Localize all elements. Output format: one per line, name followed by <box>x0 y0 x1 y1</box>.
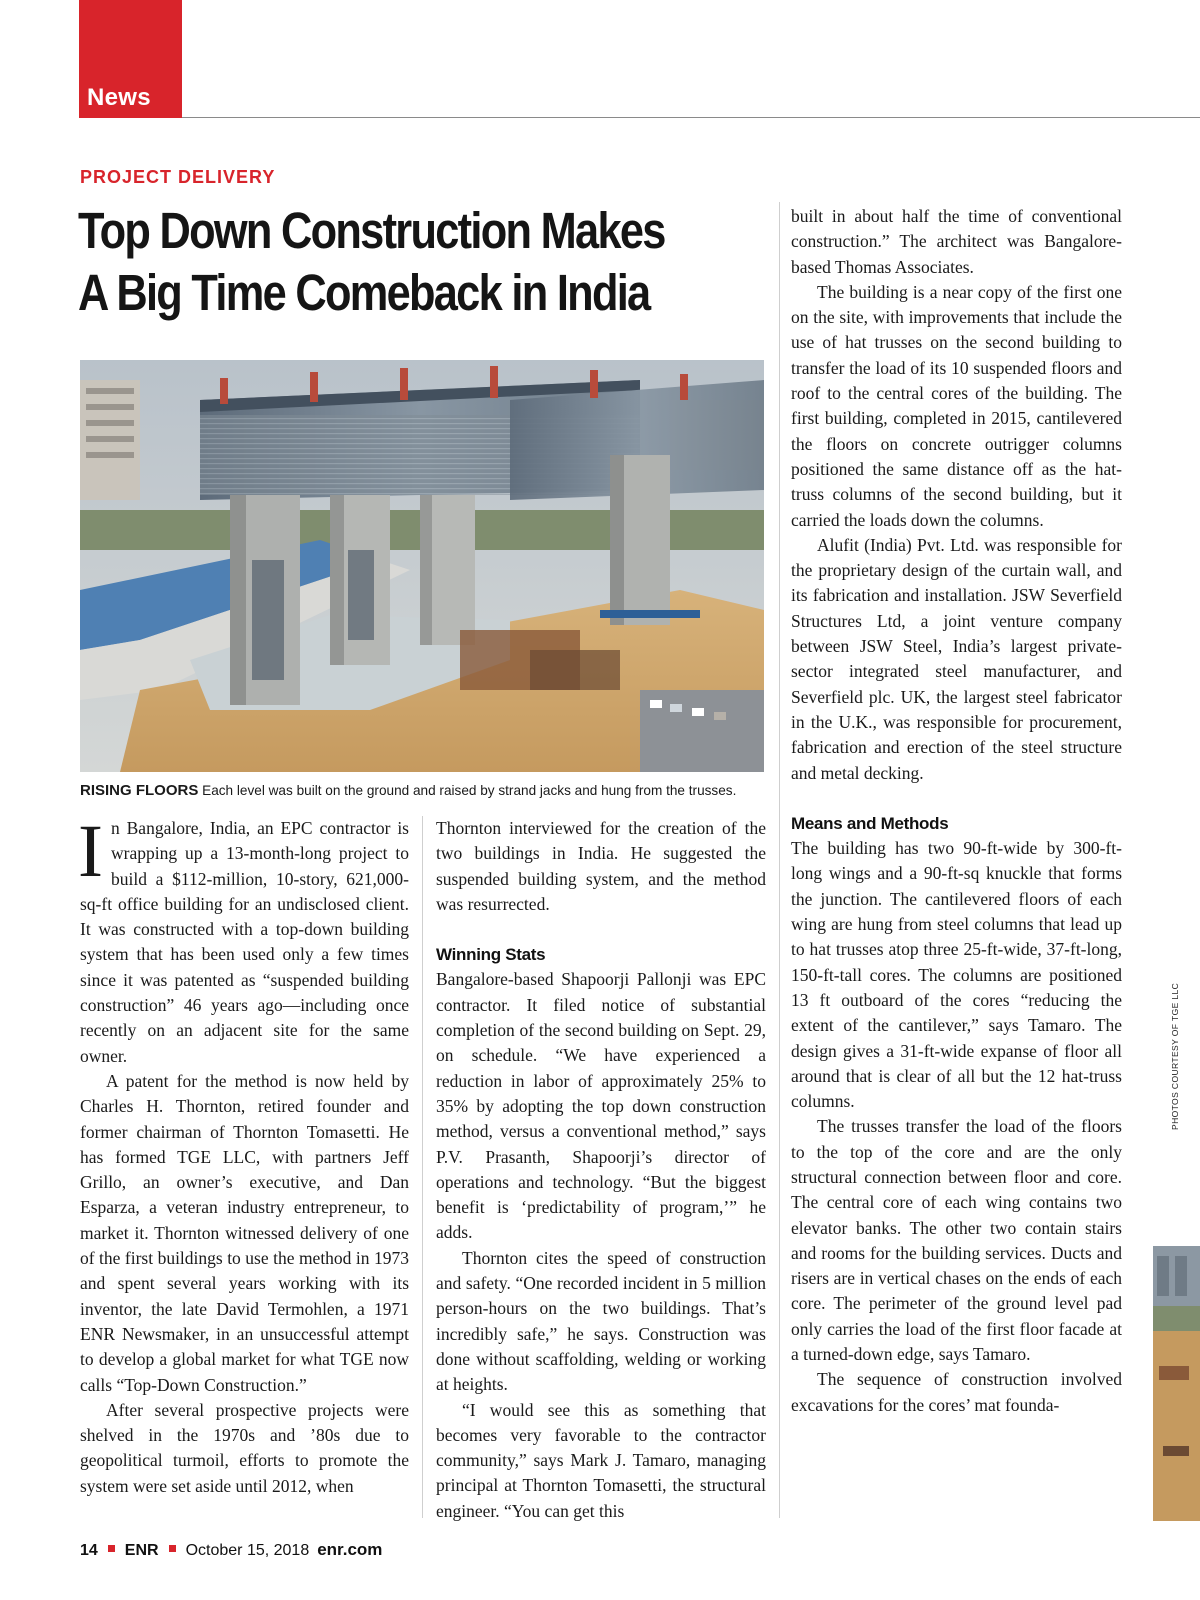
article-paragraph: Thornton interviewed for the creation of the two buildings in India. He suggested the suspended building system, and the method was resurrected. <box>436 818 766 914</box>
caption-text: Each level was built on the ground and raised by strand jacks and hung from the trusses. <box>202 783 737 798</box>
article-paragraph: The trusses transfer the load of the floors to the top of the core and are the only structural connection between floor and core. The central core of each wing contains two elevator banks. The other two contain stairs and rooms for the building services. Ducts and risers are in vertical chases on the ends of each core. The perimeter of the ground level pad only carries the load of the first floor facade at a turned-down edge, says Tamaro. <box>791 1116 1122 1365</box>
header-rule <box>182 117 1200 118</box>
headline-line-2: A Big Time Comeback in India <box>78 264 650 321</box>
article-column-3 <box>791 204 1122 1418</box>
separator-square-icon <box>108 1545 115 1552</box>
page-number: 14 <box>80 1542 98 1559</box>
article-paragraph: Bangalore-based Shapoorji Pallonji was EPC contractor. It filed notice of substantial completion of the second building on Sept. 29, on schedule. “We have experienced a reduction in labor of approximately 25% to 35% by adopting the top down construction method, versus a conventional method,” says P.V. Prasanth, Shapoorji’s director of operations and technology. “But the biggest benefit is ‘predictability of program,’” he adds. <box>436 969 766 1243</box>
column-rule-2 <box>779 202 780 1518</box>
article-paragraph: A patent for the method is now held by Charles H. Thornton, retired founder and former chairman of Thornton Tomasetti. He has formed TGE LLC, with partners Jeff Grillo, an owner’s executive, and Dan Esparza, a veteran industry entrepreneur, to market it. Thornton witnessed delivery of one of the first buildings to use the method in 1973 and spent several years working with its inventor, the late David Termohlen, a 1971 ENR Newsmaker, in an unsuccessful attempt to develop a global market for what TGE now calls “Top-Down Construction.” <box>80 1070 409 1395</box>
separator-square-icon <box>169 1545 176 1552</box>
paragraph-text: n Bangalore, India, an EPC contractor is wrapping up a 13-month-long project to build a $112-million, 10-story, 621,000-sq-ft office building for an undisclosed client. It was constructed with a top-down building system that has been used only a few times since it was patented as “suspended building construction” 46 years ago—including once recently on an adjacent site for the same owner. <box>80 818 409 1066</box>
article-paragraph: The building has two 90-ft-wide by 300-ft-long wings and a 90-ft-sq knuckle that forms the junction. The cantilevered floors of each wing are hung from steel columns that lead up to hat trusses atop three 25-ft-wide, 37-ft-long, 150-ft-tall cores. The columns are positioned 13 ft outboard of the cores “reducing the extent of the cantilever,” says Tamaro. The design gives a 31-ft-wide expanse of floor all around that is clear of all but the 12 hat-truss columns. <box>791 838 1122 1112</box>
headline <box>78 200 673 324</box>
article-paragraph: Alufit (India) Pvt. Ltd. was responsible for the proprietary design of the curtain wall, and its fabrication and installation. JSW Severfield Structures Ltd, a joint venture company between JSW Steel, India’s largest private-sector integrated steel manufacturer, and Severfield plc. UK, the largest steel fabricator in the U.K., was responsible for procurement, fabrication and erection of the steel structure and metal decking. <box>791 534 1122 783</box>
article-column-1 <box>78 810 409 1499</box>
column-rule-1 <box>422 816 423 1518</box>
page-footer <box>80 1540 382 1560</box>
headline-line-1: Top Down Construction Makes <box>78 202 665 259</box>
news-section-tab <box>79 0 182 118</box>
article-paragraph: After several prospective projects were shelved in the 1970s and ’80s due to geopolitical turmoil, efforts to promote the system were set aside until 2012, when <box>80 1399 409 1496</box>
subhead-winning-stats: Winning Stats <box>436 945 546 965</box>
article-paragraph: “I would see this as something that becomes very favorable to the contractor community,” says Mark J. Tamaro, managing principal at Thornton Tomasetti, the structural engineer. “You can get this <box>436 1399 766 1521</box>
news-section-label: News <box>87 84 151 111</box>
photo-edge-sliver <box>1153 1246 1200 1521</box>
subhead-means-and-methods: Means and Methods <box>791 813 949 833</box>
caption-lead: RISING FLOORS <box>80 782 199 799</box>
photo-caption <box>80 782 780 800</box>
issue-date: October 15, 2018 <box>185 1542 310 1559</box>
article-paragraph <box>78 810 409 1069</box>
construction-site-photo <box>80 360 764 772</box>
construction-site-illustration <box>80 360 764 772</box>
photo-credit: PHOTOS COURTESY OF TGE LLC <box>1170 982 1180 1130</box>
article-paragraph: The building is a near copy of the first one on the site, with improvements that include the use of hat trusses on the second building to transfer the load of its 10 suspended floors and roof to the central cores of the building. The first building, completed in 2015, cantilevered the floors on concrete outrigger columns positioned the same distance off as the hat-truss columns of the second building, but it carried the loads down the columns. <box>791 281 1122 530</box>
article-paragraph: The sequence of construction involved excavations for the cores’ mat founda- <box>791 1369 1122 1415</box>
article-column-2 <box>436 816 766 1524</box>
magazine-name: ENR <box>124 1542 159 1559</box>
article-paragraph: Thornton cites the speed of construction and safety. “One recorded incident in 5 million person-hours on the two buildings. That’s incredibly safe,” he says. Construction was done without scaffolding, welding or working at heights. <box>436 1247 766 1395</box>
kicker: PROJECT DELIVERY <box>80 167 276 187</box>
article-paragraph: built in about half the time of conventional construction.” The architect was Bangalore-based Thomas Associates. <box>791 206 1122 277</box>
section-gap <box>791 786 1122 811</box>
website-link[interactable]: enr.com <box>317 1540 383 1559</box>
section-gap <box>436 917 766 942</box>
drop-cap: I <box>78 810 103 893</box>
photo-edge-illustration <box>1153 1246 1200 1521</box>
